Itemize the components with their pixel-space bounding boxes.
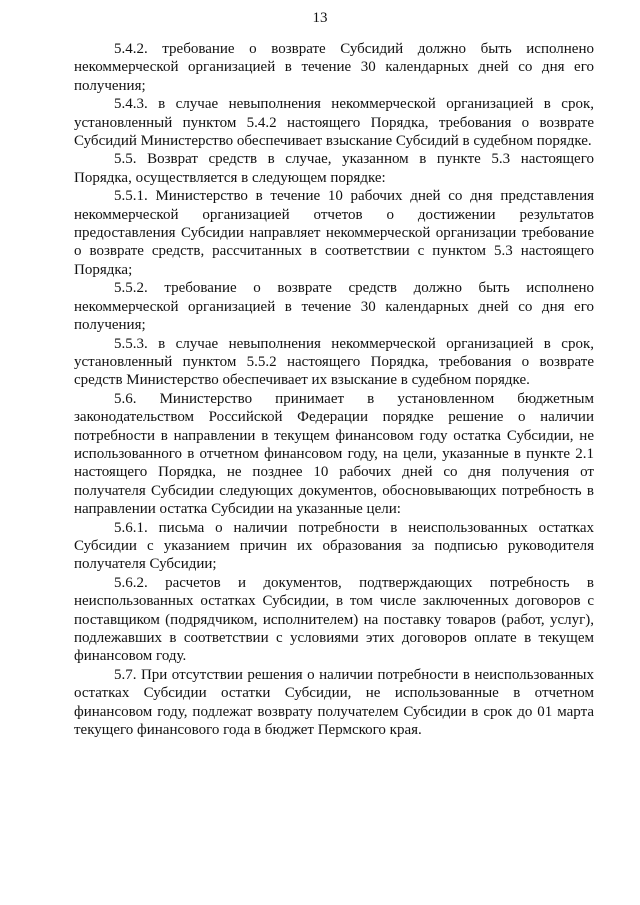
- paragraph-5-6: 5.6. Министерство принимает в установленном бюджетным законодательством Российской Федерации порядке решение о наличии потребности в направлении в текущем финансовом году остатка Субсидии, не использованного в отчетном финансовом году, на цели, указанные в пункте 2.1 настоящего Порядка, не позднее 10 рабочих дней со дня получения от получателя Субсидии следующих документов, обосновывающих потребность в направлении остатка Субсидии на указанные цели:: [74, 390, 594, 518]
- paragraph-5-5-1: 5.5.1. Министерство в течение 10 рабочих дней со дня представления некоммерческой организацией отчетов о достижении результатов предоставления Субсидии направляет некоммерческой организации требование о возврате средств, рассчитанных в соответствии с пунктом 5.3 настоящего Порядка;: [74, 188, 594, 278]
- paragraph-5-4-3: 5.4.3. в случае невыполнения некоммерческой организацией в срок, установленный пунктом 5.4.2 настоящего Порядка, требования о возврате Субсидий Министерство обеспечивает взыскание Субсидий в судебном порядке.: [74, 96, 594, 150]
- page-number: 13: [312, 10, 328, 26]
- paragraph-5-7: 5.7. При отсутствии решения о наличии потребности в неиспользованных остатках Субсидии остатки Субсидии, не использованные в отчетном финансовом году, подлежат возврату получателем Субсидии в срок до 01 марта текущего финансового года в бюджет Пермского края.: [74, 666, 594, 739]
- paragraph-5-6-1: 5.6.1. письма о наличии потребности в неиспользованных остатках Субсидии с указанием причин их образования за подписью руководителя получателя Субсидии;: [74, 519, 594, 573]
- paragraph-5-5: 5.5. Возврат средств в случае, указанном в пункте 5.3 настоящего Порядка, осуществляется в следующем порядке:: [74, 151, 594, 186]
- paragraph-5-6-2: 5.6.2. расчетов и документов, подтверждающих потребность в неиспользованных остатках Субсидии, в том числе заключенных договоров с поставщиком (подрядчиком, исполнителем) на поставку товаров (работ, услуг), подлежавших в соответствии с условиями этих договоров оплате в текущем финансовом году.: [74, 574, 594, 665]
- document-body: [74, 40, 594, 739]
- paragraph-5-4-2: 5.4.2. требование о возврате Субсидий должно быть исполнено некоммерческой организацией в течение 30 календарных дней со дня его получения;: [74, 41, 594, 94]
- paragraph-5-5-2: 5.5.2. требование о возврате средств должно быть исполнено некоммерческой организацией в течение 30 календарных дней со дня его получения;: [74, 280, 594, 334]
- paragraph-5-5-3: 5.5.3. в случае невыполнения некоммерческой организацией в срок, установленный пунктом 5.5.2 настоящего Порядка, требования о возврате средств Министерство обеспечивает их взыскание в судебном порядке.: [74, 335, 594, 389]
